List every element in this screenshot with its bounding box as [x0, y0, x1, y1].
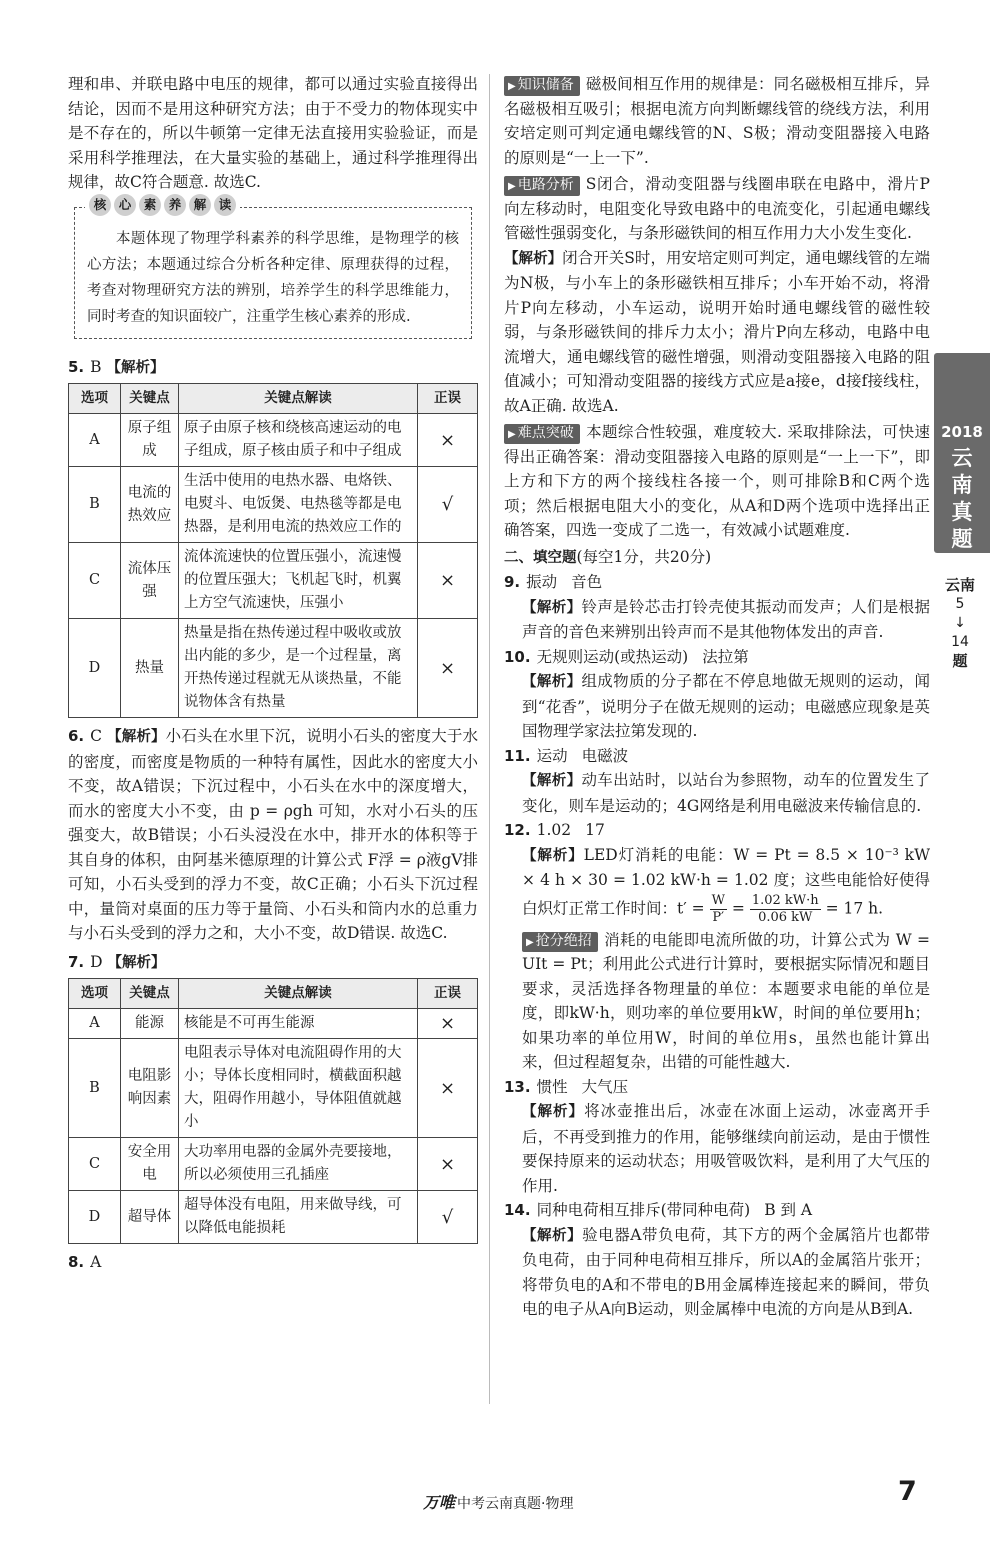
answer: C — [90, 727, 103, 745]
difficulty-breakthrough — [504, 420, 930, 543]
analysis-label: 【解析】 — [504, 250, 563, 267]
score-tip — [504, 928, 930, 1075]
answer: 惯性 — [536, 1077, 568, 1096]
question-12 — [504, 818, 930, 843]
question-6 — [68, 724, 478, 946]
book-title: 中考云南真题·物理 — [457, 1496, 574, 1512]
core-title-char: 读 — [214, 194, 236, 216]
keypoint-cell: 热量 — [121, 619, 179, 718]
page-footer — [0, 1476, 1000, 1512]
q7-table — [68, 978, 478, 1244]
year: 2018 — [941, 423, 983, 441]
region: 云南 — [944, 576, 975, 594]
footer-brand — [423, 1490, 573, 1513]
q13-analysis — [504, 1099, 930, 1198]
option-cell: D — [69, 1191, 121, 1244]
analysis-text: 小石头在水里下沉，说明小石头的密度大于水的密度，而密度是物质的一种特有属性，因此水的密度大小不变，故A错误；下沉过程中，小石头在水中的深度增大，而水的密度大小不变，由 p = ρgh 可知，水对小石头的压强变大，故B错误；小石头浸没在水中，排开水的体积等于其自身的体积，由阿基米德原理的计算公式 F浮 = ρ液gV排 可知，小石头受到的浮力不变，故C正确；小石头下沉过程中，量筒对桌面的压力等于量筒、小石头和筒内水的总重力与小石头受到的浮力之和，大小不变，故D错误. 故选C. — [68, 727, 478, 942]
triangle-icon: ▶ — [508, 181, 516, 192]
keypoint-cell: 流体压强 — [121, 543, 179, 619]
question-number: 11. — [504, 746, 531, 765]
option-cell: B — [69, 467, 121, 543]
interpretation-cell: 生活中使用的电热水器、电烙铁、电熨斗、电饭煲、电热毯等都是电热器，是利用电流的热效应工作的 — [179, 467, 418, 543]
table-row — [69, 1009, 478, 1039]
interpretation-cell: 核能是不可再生能源 — [179, 1009, 418, 1039]
fraction-values: $\frac{1.02 kW\cdot h}{0.06 kW}$ — [751, 892, 819, 925]
table-header: 关键点解读 — [179, 979, 418, 1009]
range-unit: 题 — [952, 652, 968, 670]
keypoint-cell: 电阻影响因素 — [121, 1039, 179, 1138]
triangle-icon: ▶ — [508, 81, 516, 92]
column-divider — [489, 74, 490, 1404]
option-cell: C — [69, 543, 121, 619]
q4-continuation: 理和串、并联电路中电压的规律，都可以通过实验直接得出结论，因而不是用这种研究方法；由于不受力的物体现实中是不存在的，所以牛顿第一定律无法直接用实验验证，而是采用科学推理法，在大量实验的基础上，通过科学推理得出规律，故C符合题意. 故选C. — [68, 75, 478, 191]
question-number: 6. — [68, 727, 85, 745]
answer: B 到 A — [764, 1201, 813, 1219]
answer: 17 — [585, 821, 605, 839]
analysis-text: 闭合开关S时，用安培定则可判定，通电螺线管的左端为N极，与小车上的条形磁铁相互排斥；小车开始不动，将滑片P向左移动，小车运动，说明开始时通电螺线管的磁性较弱，与条形磁铁间的排斥力太小；滑片P向左移动，电路中电流增大，通电螺线管的磁性增强，则滑动变阻器接入电路的阻值减小；可知滑动变阻器的接线方式应是a接e，d接f接线柱，故A正确. 故选A. — [504, 248, 931, 415]
table-row — [69, 1191, 478, 1244]
triangle-icon: ▶ — [526, 936, 534, 948]
table-header: 正误 — [418, 979, 478, 1009]
difficulty-breakthrough-tag: ▶ 难点突破 — [504, 424, 580, 444]
triangle-icon: ▶ — [508, 429, 516, 440]
question-9 — [504, 570, 930, 595]
judgement-cell: × — [418, 1138, 478, 1191]
question-7 — [68, 950, 478, 976]
analysis-text: 铃声是铃芯击打铃壳使其振动而发声；人们是根据声音的音色来辨别出铃声而不是其他物体发出的声音. — [522, 597, 930, 641]
answer: 同种电荷相互排斥(带同种电荷) — [536, 1201, 751, 1219]
answer: D — [90, 952, 103, 971]
question-number: 8. — [68, 1253, 85, 1271]
table-header: 关键点解读 — [179, 384, 418, 414]
judgement-cell: × — [418, 414, 478, 467]
analysis-label: 【解析】 — [522, 674, 582, 690]
question-number: 14. — [504, 1201, 531, 1219]
core-literacy-title — [85, 194, 240, 216]
q9-analysis — [504, 595, 930, 645]
judgement-cell: √ — [418, 1191, 478, 1244]
answer: 大气压 — [581, 1077, 629, 1096]
range-to: 14 — [951, 634, 969, 650]
knowledge-reserve — [504, 72, 930, 170]
option-cell: C — [69, 1138, 121, 1191]
knowledge-reserve-tag: ▶ 知识储备 — [504, 76, 580, 96]
keypoint-cell: 原子组成 — [121, 414, 179, 467]
question-13 — [504, 1075, 930, 1100]
table-header: 正误 — [418, 384, 478, 414]
keypoint-cell: 能源 — [121, 1009, 179, 1039]
result: = 17 h. — [820, 899, 884, 917]
question-range — [942, 576, 978, 671]
analysis-label: 【解析】 — [522, 599, 582, 616]
interpretation-cell: 电阻表示导体对电流阻碍作用的大小；导体长度相同时，横截面积越大，阻碍作用越小，导体阻值就越小 — [179, 1039, 418, 1138]
analysis-label: 【解析】 — [522, 773, 582, 789]
table-row — [69, 543, 478, 619]
keypoint-cell: 安全用电 — [121, 1138, 179, 1191]
judgement-cell: × — [418, 1039, 478, 1138]
section-note: (每空1分，共20分) — [576, 547, 712, 566]
table-header: 选项 — [69, 384, 121, 414]
table-row — [69, 467, 478, 543]
judgement-cell: × — [418, 543, 478, 619]
q11-analysis — [504, 768, 930, 818]
circuit-analysis — [504, 172, 930, 246]
analysis-text: LED灯消耗的电能：W = Pt = 8.5 × 10⁻³ kW × 4 h × 30 = 1.02 kW·h = 1.02 度；这些电能恰好使得白炽灯正常工作时间：t′ = — [522, 845, 931, 917]
left-column — [68, 72, 478, 1275]
circuit-analysis-text: S闭合，滑动变阻器与线圈串联在电路中，滑片P向左移动时，电阻变化导致电路中的电流变化，引起通电螺线管磁性强弱变化，与条形磁铁间的相互作用力大小发生变化. — [504, 175, 930, 242]
circuit-analysis-tag: ▶ 电路分析 — [504, 176, 580, 196]
score-tip-text: 消耗的电能即电流所做的功，计算公式为 W = UIt = Pt；利用此公式进行计算时，要根据实际情况和题目要求，灵活选择各物理量的单位：本题要求电能的单位是度，即kW·h，则功率的单位要用kW，时间的单位要用h；如果功率的单位用W，时间的单位用s，虽然也能计算出来，但过程超复杂，出错的可能性越大. — [522, 930, 930, 1071]
table-header: 关键点 — [121, 979, 179, 1009]
core-title-char: 解 — [189, 194, 211, 216]
analysis-label: 【解析】 — [522, 1227, 583, 1244]
section-2-heading — [504, 545, 930, 571]
core-literacy-box — [74, 196, 472, 339]
table-row — [69, 414, 478, 467]
page-number: 7 — [898, 1476, 917, 1507]
interpretation-cell: 热量是指在热传递过程中吸收或放出内能的多少，是一个过程量，离开热传递过程就无从谈热量，不能说物体含有热量 — [179, 619, 418, 718]
interpretation-cell: 大功率用电器的金属外壳要接地，所以必须使用三孔插座 — [179, 1138, 418, 1191]
judgement-cell: × — [418, 619, 478, 718]
q5-table — [68, 383, 478, 718]
right-column — [504, 72, 930, 1322]
question-11 — [504, 744, 930, 769]
judgement-cell: × — [418, 1009, 478, 1039]
table-row — [69, 1039, 478, 1138]
core-title-char: 养 — [164, 194, 186, 216]
range-from: 5 — [955, 596, 965, 612]
knowledge-reserve-text: 磁极间相互作用的规律是：同名磁极相互排斥，异名磁极相互吸引；根据电流方向判断螺线管的绕线方法，利用安培定则可判定通电螺线管的N、S极；滑动变阻器接入电路的原则是“一上一下”. — [504, 75, 930, 167]
q10-analysis — [504, 669, 930, 744]
judgement-cell: √ — [418, 467, 478, 543]
fraction-w-over-p: $\frac{W}{P'}$ — [711, 892, 725, 925]
table-header: 关键点 — [121, 384, 179, 414]
analysis-text: 动车出站时，以站台为参照物，动车的位置发生了变化，则车是运动的；4G网络是利用电磁波来传输信息的. — [522, 771, 930, 815]
score-tip-tag: ▶ 抢分绝招 — [522, 932, 598, 952]
question-10 — [504, 645, 930, 670]
core-title-char: 核 — [89, 194, 111, 216]
analysis-label: 【解析】 — [522, 847, 584, 864]
answer: 运动 — [536, 746, 568, 765]
question-number: 10. — [504, 647, 531, 666]
question-14 — [504, 1198, 930, 1223]
keypoint-cell: 超导体 — [121, 1191, 179, 1244]
question-5 — [68, 355, 478, 381]
interpretation-cell: 原子由原子核和绕核高速运动的电子组成，原子核由质子和中子组成 — [179, 414, 418, 467]
option-cell: A — [69, 1009, 121, 1039]
keypoint-cell: 电流的热效应 — [121, 467, 179, 543]
table-row — [69, 1138, 478, 1191]
option-cell: D — [69, 619, 121, 718]
question-8 — [68, 1250, 478, 1275]
q12-analysis — [504, 843, 930, 926]
core-title-char: 心 — [114, 194, 136, 216]
answer: 音色 — [571, 573, 603, 591]
brand-logo: 万唯 — [423, 1493, 456, 1512]
table-header: 选项 — [69, 979, 121, 1009]
tab-title: 云 南 真 题 — [951, 446, 973, 551]
answer: 法拉第 — [702, 647, 749, 666]
difficulty-breakthrough-text: 本题综合性较强，难度较大. 采取排除法，可快速得出正确答案：滑动变阻器接入电路的原则是“一上一下”，即上方和下方的两个接线柱各接一个，则可排除B和C两个选项；然后根据电阻大小的变化，从A和D两个选项中选择出正确答案，四选一变成了二选一，有效减小试题难度. — [504, 423, 930, 539]
interpretation-cell: 超导体没有电阻，用来做导线，可以降低电能损耗 — [179, 1191, 418, 1244]
q4-analysis — [504, 246, 930, 419]
question-number: 13. — [504, 1077, 531, 1096]
analysis-label: 【解析】 — [107, 954, 166, 971]
q14-analysis — [504, 1223, 930, 1322]
year-tab — [934, 353, 990, 553]
interpretation-cell: 流体流速快的位置压强小，流速慢的位置压强大；飞机起飞时，机翼上方空气流速快，压强小 — [179, 543, 418, 619]
analysis-label: 【解析】 — [106, 359, 165, 376]
option-cell: B — [69, 1039, 121, 1138]
question-number: 7. — [68, 952, 85, 971]
analysis-label: 【解析】 — [107, 729, 166, 745]
answer: A — [90, 1253, 102, 1271]
core-literacy-text: 本题体现了物理学科素养的科学思维，是物理学的核心方法；本题通过综合分析各种定律、原理获得的过程，考查对物理研究方法的辨别，培养学生的科学思维能力，同时考查的知识面较广，注重学生核心素养的形成. — [87, 230, 459, 325]
section-title: 二、填空题 — [504, 549, 577, 566]
answer: B — [90, 357, 102, 376]
analysis-text: 验电器A带负电荷，其下方的两个金属箔片也都带负电荷，由于同种电荷相互排斥，所以A的金属箔片张开；将带负电的A和不带电的B用金属棒连接起来的瞬间，带负电的电子从A向B运动，则金属棒中电流的方向是从B到A. — [522, 1225, 931, 1318]
question-number: 5. — [68, 357, 85, 376]
analysis-text: 组成物质的分子都在不停息地做无规则的运动，闻到“花香”，说明分子在做无规则的运动；电磁感应现象是英国物理学家法拉第发现的. — [522, 672, 930, 740]
question-number: 9. — [504, 573, 521, 591]
option-cell: A — [69, 414, 121, 467]
answer: 1.02 — [536, 821, 572, 839]
arrow-down-icon: ↓ — [954, 615, 966, 631]
answer: 振动 — [526, 573, 558, 591]
table-row — [69, 619, 478, 718]
answer: 无规则运动(或热运动) — [536, 647, 689, 666]
equals-sign: = — [726, 899, 750, 917]
analysis-text: 将冰壶推出后，冰壶在冰面上运动，冰壶离开手后，不再受到推力的作用，能够继续向前运动，是由于惯性要保持原来的运动状态；用吸管吸饮料，是利用了大气压的作用. — [522, 1102, 930, 1195]
analysis-label: 【解析】 — [522, 1104, 585, 1120]
core-title-char: 素 — [139, 194, 161, 216]
question-number: 12. — [504, 821, 531, 839]
answer: 电磁波 — [581, 746, 629, 765]
